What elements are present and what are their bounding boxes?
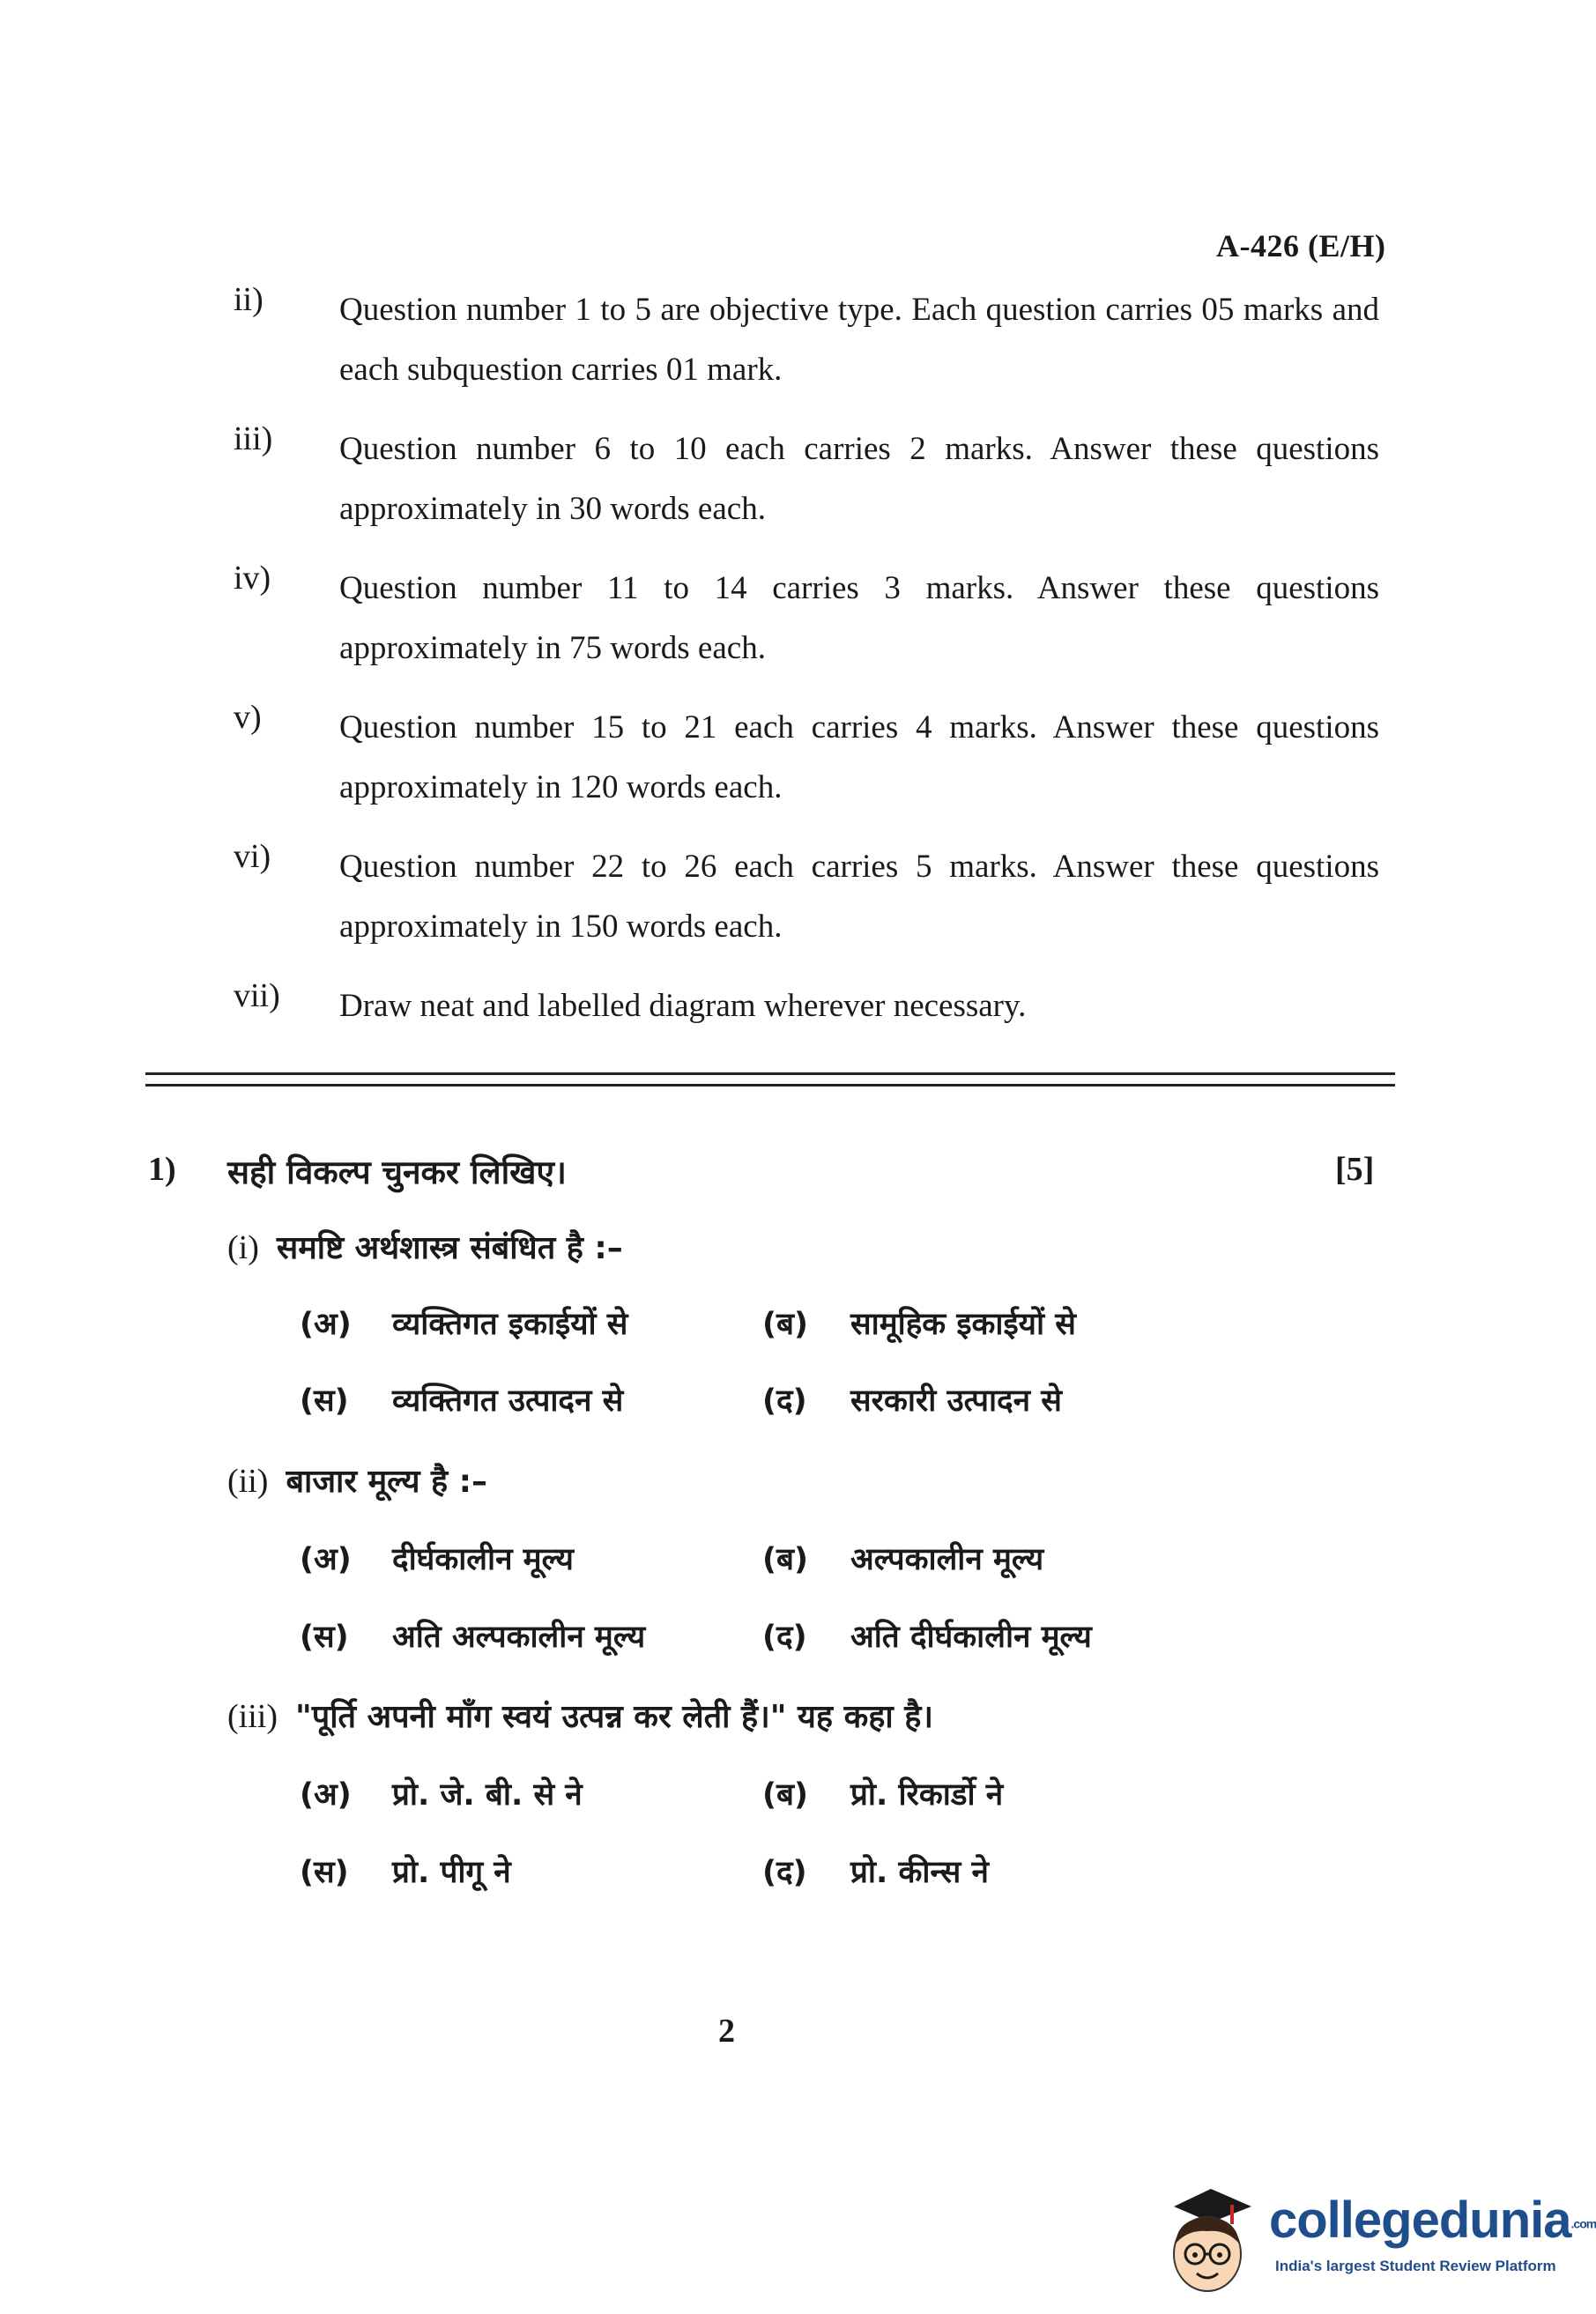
instruction-text: Draw neat and labelled diagram wherever necessary. bbox=[339, 988, 1027, 1024]
option-label: (स) bbox=[300, 1855, 349, 1890]
option-text: अल्पकालीन मूल्य bbox=[850, 1542, 1044, 1577]
question-marks: [5] bbox=[1335, 1151, 1375, 1188]
collegedunia-logo bbox=[1156, 2173, 1596, 2305]
option-item bbox=[762, 1850, 807, 1892]
option-label: (ब) bbox=[762, 1542, 808, 1577]
student-mascot-icon bbox=[1156, 2173, 1266, 2305]
option-text: प्रो. जे. बी. से ने bbox=[392, 1777, 583, 1813]
option-label: (द) bbox=[762, 1855, 807, 1890]
subquestion-number: (i) bbox=[227, 1229, 259, 1266]
option-item bbox=[300, 1615, 349, 1657]
logo-tagline: India's largest Student Review Platform bbox=[1275, 2258, 1556, 2274]
option-label: (स) bbox=[300, 1620, 349, 1655]
instruction-text: Question number 11 to 14 carries 3 marks. Answer these questions approximately in 75 words each. bbox=[339, 570, 1379, 666]
question-text: सही विकल्प चुनकर लिखिए। bbox=[227, 1153, 567, 1191]
option-item bbox=[300, 1773, 352, 1814]
option-text: अति अल्पकालीन मूल्य bbox=[392, 1620, 646, 1655]
subquestion bbox=[227, 1225, 623, 1268]
option-text: व्यक्तिगत उत्पादन से bbox=[392, 1383, 624, 1419]
option-item bbox=[762, 1615, 807, 1657]
paper-code: A-426 (E/H) bbox=[1216, 228, 1386, 263]
page-number: 2 bbox=[718, 2013, 735, 2050]
instruction-text: Question number 15 to 21 each carries 4 marks. Answer these questions approximately in 120 words each. bbox=[339, 709, 1379, 805]
option-item bbox=[300, 1302, 352, 1344]
option-text: अति दीर्घकालीन मूल्य bbox=[850, 1620, 1092, 1655]
instruction-number: iii) bbox=[234, 420, 273, 457]
option-text: सामूहिक इकाईयों से bbox=[850, 1307, 1076, 1342]
option-label: (अ) bbox=[300, 1777, 352, 1813]
option-item bbox=[762, 1302, 808, 1344]
option-text: प्रो. पीगू ने bbox=[392, 1855, 511, 1890]
instruction-number: vii) bbox=[234, 977, 280, 1014]
instruction-text: Question number 6 to 10 each carries 2 marks. Answer these questions approximately in 30 words each. bbox=[339, 431, 1379, 527]
divider-line bbox=[145, 1072, 1395, 1075]
option-item bbox=[762, 1379, 807, 1420]
instruction-text: Question number 22 to 26 each carries 5 marks. Answer these questions approximately in 150 words each. bbox=[339, 849, 1379, 945]
option-label: (द) bbox=[762, 1383, 807, 1419]
option-label: (ब) bbox=[762, 1777, 808, 1813]
subquestion-number: (ii) bbox=[227, 1463, 269, 1500]
subquestion-text: बाजार मूल्य है :– bbox=[286, 1464, 488, 1500]
option-label: (अ) bbox=[300, 1307, 352, 1342]
subquestion bbox=[227, 1458, 487, 1502]
instruction-number: ii) bbox=[234, 281, 264, 318]
subquestion-text: "पूर्ति अपनी माँग स्वयं उत्पन्न कर लेती हैं।" यह कहा है। bbox=[294, 1699, 933, 1735]
option-text: प्रो. रिकार्डो ने bbox=[850, 1777, 1004, 1813]
instruction-text: Question number 1 to 5 are objective type. Each question carries 05 marks and each subquestion carries 01 mark. bbox=[339, 292, 1379, 388]
option-text: प्रो. कीन्स ने bbox=[850, 1855, 989, 1890]
subquestion-number: (iii) bbox=[227, 1698, 278, 1735]
question-number: 1) bbox=[148, 1151, 176, 1188]
option-label: (द) bbox=[762, 1620, 807, 1655]
option-item bbox=[300, 1379, 349, 1420]
instruction-number: vi) bbox=[234, 838, 271, 875]
option-text: व्यक्तिगत इकाईयों से bbox=[392, 1307, 628, 1342]
divider-line bbox=[145, 1084, 1395, 1087]
option-item bbox=[300, 1850, 349, 1892]
option-item bbox=[762, 1538, 808, 1579]
logo-brand-text: collegedunia.com bbox=[1269, 2192, 1596, 2249]
option-label: (अ) bbox=[300, 1542, 352, 1577]
option-text: सरकारी उत्पादन से bbox=[850, 1383, 1062, 1419]
option-text: दीर्घकालीन मूल्य bbox=[392, 1542, 574, 1577]
subquestion-text: समष्टि अर्थशास्त्र संबंधित है :– bbox=[276, 1230, 623, 1266]
option-item bbox=[300, 1538, 352, 1579]
option-label: (स) bbox=[300, 1383, 349, 1419]
instruction-number: v) bbox=[234, 699, 262, 736]
option-item bbox=[762, 1773, 808, 1814]
option-label: (ब) bbox=[762, 1307, 808, 1342]
instruction-number: iv) bbox=[234, 560, 271, 597]
subquestion bbox=[227, 1694, 933, 1737]
